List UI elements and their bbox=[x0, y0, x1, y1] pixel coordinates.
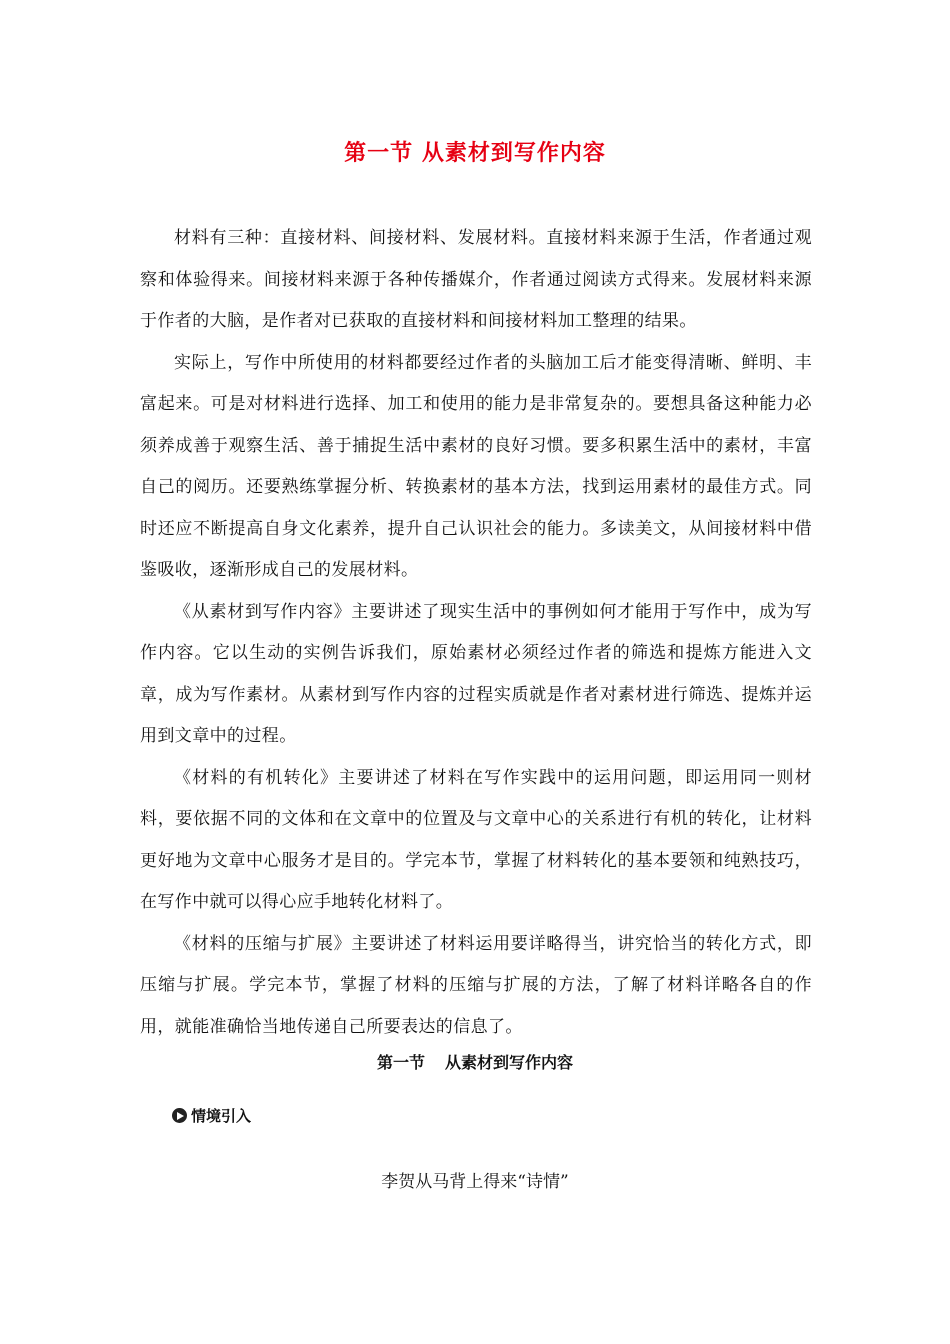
play-circle-icon bbox=[172, 1108, 187, 1123]
paragraph-3: 《从素材到写作内容》主要讲述了现实生活中的事例如何才能用于写作中，成为写作内容。它以生动的实例告诉我们，原始素材必须经过作者的筛选和提炼方能进入文章，成为写作素材。从素材到写作内容的过程实质就是作者对素材进行筛选、提炼并运用到文章中的过程。 bbox=[140, 601, 812, 746]
paragraph-1: 材料有三种：直接材料、间接材料、发展材料。直接材料来源于生活，作者通过观察和体验得来。间接材料来源于各种传播媒介，作者通过阅读方式得来。发展材料来源于作者的大脑，是作者对已获取的直接材料和间接材料加工整理的结果。 bbox=[140, 228, 812, 331]
page-title: 第一节 从素材到写作内容 bbox=[344, 141, 606, 166]
paragraph-2: 实际上，写作中所使用的材料都要经过作者的头脑加工后才能变得清晰、鲜明、丰富起来。可是对材料进行选择、加工和使用的能力是非常复杂的。要想具备这种能力必须养成善于观察生活、善于捕捉生活中素材的良好习惯。要多积累生活中的素材，丰富自己的阅历。还要熟练掌握分析、转换素材的基本方法，找到运用素材的最佳方式。同时还应不断提高自身文化素养，提升自己认识社会的能力。多读美文，从间接材料中借鉴吸收，逐渐形成自己的发展材料。 bbox=[140, 352, 812, 580]
section-number: 第一节 bbox=[376, 1053, 425, 1072]
intro-heading bbox=[172, 1105, 251, 1126]
intro-heading-label: 情境引入 bbox=[191, 1107, 252, 1125]
section-name: 从素材到写作内容 bbox=[445, 1053, 574, 1072]
paragraph-4: 《材料的有机转化》主要讲述了材料在写作实践中的运用问题，即运用同一则材料，要依据不同的文体和在文章中的位置及与文章中心的关系进行有机的转化，让材料更好地为文章中心服务才是目的。学完本节，掌握了材料转化的基本要领和纯熟技巧，在写作中就可以得心应手地转化材料了。 bbox=[140, 767, 812, 912]
document-body bbox=[140, 218, 812, 1048]
paragraph-5: 《材料的压缩与扩展》主要讲述了材料运用要详略得当，讲究恰当的转化方式，即压缩与扩展。学完本节，掌握了材料的压缩与扩展的方法，了解了材料详略各自的作用，就能准确恰当地传递自己所要表达的信息了。 bbox=[140, 933, 812, 1037]
story-title: 李贺从马背上得来“诗情” bbox=[381, 1172, 569, 1192]
section-title bbox=[0, 1050, 950, 1073]
